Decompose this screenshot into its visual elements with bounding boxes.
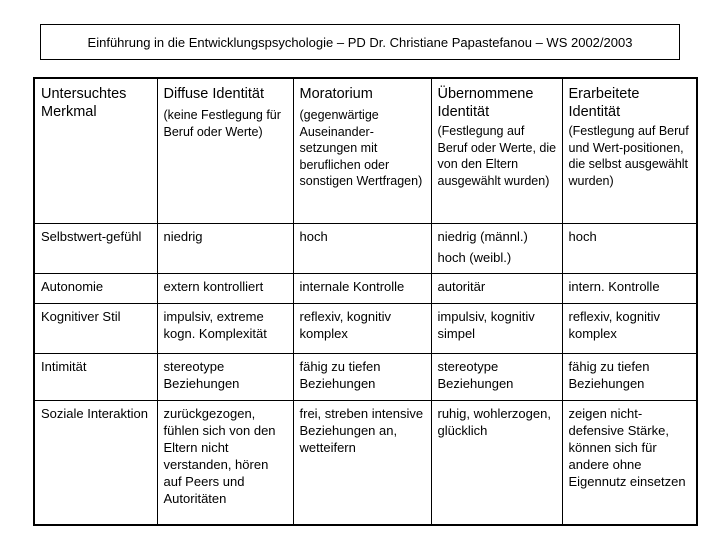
- moratorium-cell: hoch: [293, 223, 431, 273]
- column-subtitle: (keine Festlegung für Beruf oder Werte): [163, 108, 281, 139]
- column-subtitle: (Festlegung auf Beruf oder Werte, die von den Eltern ausgewählt wurden): [437, 124, 557, 188]
- header-cell-diffuse: [157, 78, 293, 223]
- erarbeitet-cell: hoch: [562, 223, 697, 273]
- column-subtitle: (gegenwärtige Auseinander-setzungen mit beruflichen oder sonstigen Wertfragen): [299, 108, 423, 188]
- uebernommen-cell: stereotype Beziehungen: [431, 353, 562, 400]
- uebernommen-cell: autoritär: [431, 273, 562, 303]
- erarbeitet-cell: fähig zu tiefen Beziehungen: [562, 353, 697, 400]
- erarbeitet-cell: reflexiv, kognitiv komplex: [562, 303, 697, 353]
- feature-cell: Kognitiver Stil: [34, 303, 157, 353]
- header-cell-feature: [34, 78, 157, 223]
- diffuse-cell: impulsiv, extreme kogn. Komplexität: [157, 303, 293, 353]
- table-header-row: [34, 78, 697, 223]
- uebernommen-cell: ruhig, wohlerzogen, glücklich: [431, 400, 562, 525]
- erarbeitet-cell: intern. Kontrolle: [562, 273, 697, 303]
- table-row: [34, 400, 697, 525]
- feature-cell: Autonomie: [34, 273, 157, 303]
- slide-title: Einführung in die Entwicklungspsychologie – PD Dr. Christiane Papastefanou – WS 2002/2003: [87, 34, 633, 50]
- feature-cell: Soziale Interaktion: [34, 400, 157, 525]
- moratorium-cell: fähig zu tiefen Beziehungen: [293, 353, 431, 400]
- identity-status-table: [33, 77, 698, 526]
- diffuse-cell: extern kontrolliert: [157, 273, 293, 303]
- uebernommen-line-1: niedrig (männl.): [437, 228, 528, 244]
- table-row: [34, 223, 697, 273]
- header-cell-moratorium: [293, 78, 431, 223]
- table-row: [34, 353, 697, 400]
- moratorium-cell: reflexiv, kognitiv komplex: [293, 303, 431, 353]
- column-title: Erarbeitete Identität: [568, 86, 640, 120]
- column-title: Übernommene Identität: [437, 86, 534, 120]
- column-title: Diffuse Identität: [163, 86, 264, 102]
- uebernommen-cell: impulsiv, kognitiv simpel: [431, 303, 562, 353]
- diffuse-cell: stereotype Beziehungen: [157, 353, 293, 400]
- moratorium-cell: frei, streben intensive Beziehungen an, wetteifern: [293, 400, 431, 525]
- moratorium-cell: internale Kontrolle: [293, 273, 431, 303]
- column-title: Untersuchtes Merkmal: [41, 86, 127, 120]
- slide-title-box: [40, 24, 680, 60]
- feature-cell: Intimität: [34, 353, 157, 400]
- uebernommen-cell: [431, 223, 562, 273]
- erarbeitet-cell: zeigen nicht-defensive Stärke, können sich für andere ohne Eigennutz einsetzen: [562, 400, 697, 525]
- feature-cell: Selbstwert-gefühl: [34, 223, 157, 273]
- column-subtitle: (Festlegung auf Beruf und Wert-positionen, die selbst ausgewählt wurden): [568, 124, 689, 188]
- column-title: Moratorium: [299, 86, 373, 102]
- diffuse-cell: niedrig: [157, 223, 293, 273]
- header-cell-erarbeitet: [562, 78, 697, 223]
- header-cell-uebernommen: [431, 78, 562, 223]
- table-row: [34, 273, 697, 303]
- diffuse-cell: zurückgezogen, fühlen sich von den Eltern nicht verstanden, hören auf Peers und Autoritäten: [157, 400, 293, 525]
- uebernommen-line-2: hoch (weibl.): [437, 249, 512, 265]
- table-row: [34, 303, 697, 353]
